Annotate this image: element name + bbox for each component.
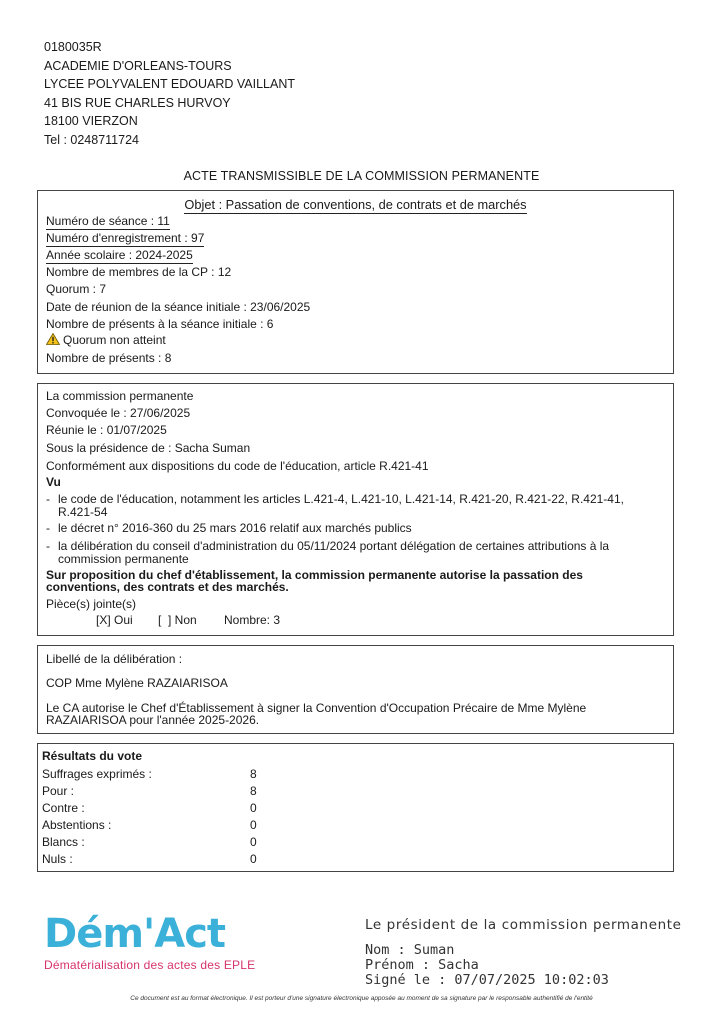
acte-title: ACTE TRANSMISSIBLE DE LA COMMISSION PERMANENTE xyxy=(183,169,540,183)
signature-nom: Nom : Suman xyxy=(365,942,455,958)
vote-box xyxy=(37,743,674,872)
vote-title: Résultats du vote xyxy=(42,749,143,763)
vote-value: 8 xyxy=(250,767,257,781)
annee-scolaire: Année scolaire : 2024-2025 xyxy=(46,248,193,262)
vote-value: 8 xyxy=(250,784,257,798)
objet-heading: Objet : Passation de conventions, de contrats et de marchés xyxy=(184,197,527,212)
signature-date: Signé le : 07/07/2025 10:02:03 xyxy=(365,972,609,988)
vote-value: 0 xyxy=(250,801,257,815)
commission-box: La commission permanente Convoquée le : 27/06/2025 Réunie le : 01/07/2025 Sous la présidence de : Sacha Suman Conformément aux dispositions du code de l'éducation, article R.421-41 Vu - le code de l'éducation, notamment les articles L.421-4, L.421-10, L.421-14, R.421-20, R.421-22, R.421-41, R.421-54 - le décret n° 2016-360 du 25 mars 2016 relatif aux marchés publics - la délibération du conseil d'administration du 05/11/2024 portant délégation de certaines attributions à la commission permanente Sur proposition du chef d'établissement, la commission permanente autorise la passation des conventions, des contrats et des marchés. Pièce(s) jointe(s) [X] Oui [ ] Non Nombre: 3 xyxy=(37,383,674,636)
numero-enregistrement: Numéro d'enregistrement : 97 xyxy=(46,231,205,245)
vote-value: 0 xyxy=(250,818,257,832)
deliberation-label: Libellé de la délibération : xyxy=(46,652,183,666)
convoquee-date: Convoquée le : 27/06/2025 xyxy=(46,406,191,420)
telephone: Tel : 0248711724 xyxy=(44,132,139,147)
seance-box xyxy=(37,190,674,374)
demact-logo xyxy=(44,912,255,972)
reunie-date: Réunie le : 01/07/2025 xyxy=(46,423,167,437)
nombre-presents: Nombre de présents : 8 xyxy=(46,351,172,365)
numero-seance: Numéro de séance : 11 xyxy=(46,214,170,228)
vote-label: Suffrages exprimés : xyxy=(42,767,152,781)
vote-label: Abstentions : xyxy=(42,818,112,832)
vote-label: Pour : xyxy=(42,784,75,798)
academie: ACADEMIE D'ORLEANS-TOURS xyxy=(44,58,232,73)
deliberation-box xyxy=(37,645,674,734)
signature-prenom: Prénom : Sacha xyxy=(365,957,479,973)
warning-icon xyxy=(46,333,60,345)
signature-title: Le président de la commission permanente xyxy=(365,917,682,933)
deliberation-title: COP Mme Mylène RAZAIARISOA xyxy=(46,676,228,690)
proposition: Sur proposition du chef d'établissement, la commission permanente autorise la passation des conventions, des contrats et des marchés. xyxy=(46,568,583,594)
vote-value: 0 xyxy=(250,835,257,849)
logo-subtitle: Dématérialisation des actes des EPLE xyxy=(44,958,256,972)
city: 18100 VIERZON xyxy=(44,114,138,129)
quorum: Quorum : 7 xyxy=(46,282,107,296)
logo-name: Dém'Act xyxy=(44,911,226,957)
quorum-warning: Quorum non atteint xyxy=(46,333,166,347)
conformement: Conformément aux dispositions du code de l'éducation, article R.421-41 xyxy=(46,459,429,473)
vote-label: Blancs : xyxy=(42,835,85,849)
lycee-name: LYCEE POLYVALENT EDOUARD VAILLANT xyxy=(44,77,296,92)
date-reunion: Date de réunion de la séance initiale : 23/06/2025 xyxy=(46,300,311,314)
pieces-non: [ ] Non xyxy=(158,613,197,627)
commission-title: La commission permanente xyxy=(46,389,194,403)
nombre-presents-initiale: Nombre de présents à la séance initiale : 6 xyxy=(46,317,274,331)
uai-code: 0180035R xyxy=(44,40,102,54)
vote-value: 0 xyxy=(250,852,257,866)
nombre-membres: Nombre de membres de la CP : 12 xyxy=(46,265,232,279)
pieces-nombre: Nombre: 3 xyxy=(224,613,281,627)
street-address: 41 BIS RUE CHARLES HURVOY xyxy=(44,95,231,110)
vote-label: Contre : xyxy=(42,801,85,815)
deliberation-text: Le CA autorise le Chef d'Établissement à signer la Convention d'Occupation Précaire de Mme Mylène RAZAIARISOA pour l'année 2025-2026. xyxy=(46,701,587,727)
presidence: Sous la présidence de : Sacha Suman xyxy=(46,441,251,455)
vu-heading: Vu xyxy=(46,475,61,489)
pieces-oui: [X] Oui xyxy=(96,613,133,627)
establishment-header xyxy=(44,38,295,150)
pieces-jointes: Pièce(s) jointe(s) xyxy=(46,597,137,611)
vote-label: Nuls : xyxy=(42,852,73,866)
footnote: Ce document est au format électronique. Il est porteur d'une signature électronique apposée au moment de sa signature par le responsable authentifié de l'entité xyxy=(130,995,593,1002)
